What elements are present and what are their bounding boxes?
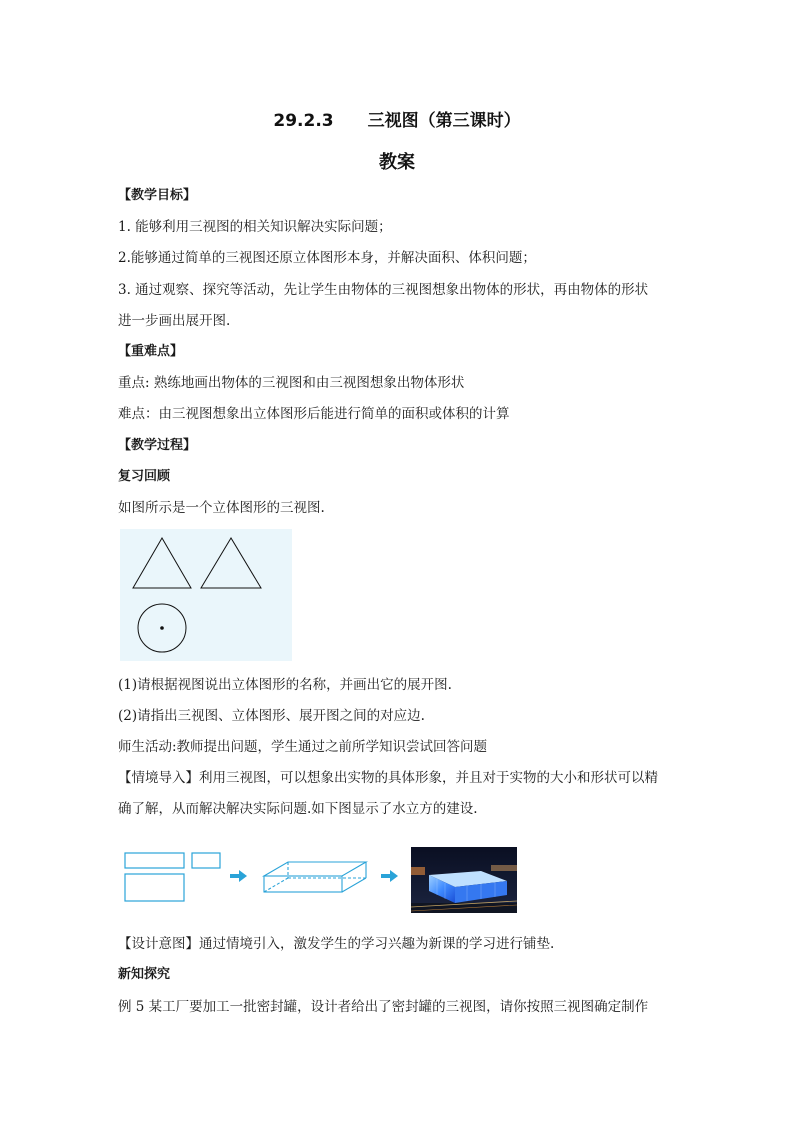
objectives-heading: 【教学目标】 — [118, 188, 197, 203]
top-view-rect — [125, 874, 184, 901]
question-1: (1)请根据视图说出立体图形的名称，并画出它的展开图. — [118, 677, 452, 693]
water-cube-diagram — [118, 844, 418, 916]
arrow-icon — [230, 870, 247, 882]
teacher-student-activity: 师生活动:教师提出问题，学生通过之前所学知识尝试回答问题 — [118, 739, 488, 755]
title-number: 29.2.3 — [273, 111, 334, 131]
key-points-heading: 【重难点】 — [118, 344, 184, 359]
key-point: 重点: 熟练地画出物体的三视图和由三视图想象出物体形状 — [118, 375, 465, 391]
side-view-triangle — [201, 538, 261, 588]
new-knowledge-heading: 新知探究 — [118, 967, 171, 982]
document-title — [0, 106, 794, 131]
question-2: (2)请指出三视图、立体图形、展开图之间的对应边. — [118, 708, 425, 724]
top-view-center-dot — [160, 626, 164, 630]
objective-1: 1. 能够利用三视图的相关知识解决实际问题； — [118, 219, 392, 235]
front-view-triangle — [133, 538, 191, 588]
objective-3-line2: 进一步画出展开图. — [118, 313, 231, 329]
front-view-rect — [125, 853, 184, 868]
document-subtitle: 教案 — [379, 152, 415, 173]
review-heading: 复习回顾 — [118, 469, 171, 484]
review-intro: 如图所示是一个立体图形的三视图. — [118, 500, 325, 516]
scene-intro-line2: 确了解，从而解决解决实际问题.如下图显示了水立方的建设. — [118, 801, 478, 817]
difficulty-point: 难点：由三视图想象出立体图形后能进行简单的面积或体积的计算 — [118, 406, 510, 422]
design-intent: 【设计意图】通过情境引入，激发学生的学习兴趣为新课的学习进行铺垫. — [118, 936, 555, 952]
water-cube-photo-drawing — [411, 847, 517, 913]
three-views-drawing — [120, 529, 292, 661]
three-views-figure — [120, 529, 292, 661]
title-text: 三视图（第三课时） — [367, 111, 521, 131]
example-5: 例 5 某工厂要加工一批密封罐，设计者给出了密封罐的三视图，请你按照三视图确定制作 — [118, 999, 649, 1015]
cuboid-sketch — [264, 862, 366, 892]
objective-2: 2.能够通过简单的三视图还原立体图形本身，并解决面积、体积问题； — [118, 250, 536, 266]
arrow-icon — [381, 870, 398, 882]
process-heading: 【教学过程】 — [118, 438, 197, 453]
objective-3-line1: 3. 通过观察、探究等活动，先让学生由物体的三视图想象出物体的形状，再由物体的形状 — [118, 282, 649, 298]
side-view-rect — [192, 853, 220, 868]
scene-intro-line1: 【情境导入】利用三视图，可以想象出实物的具体形象，并且对于实物的大小和形状可以精 — [118, 770, 658, 786]
water-cube-photo — [411, 847, 517, 913]
